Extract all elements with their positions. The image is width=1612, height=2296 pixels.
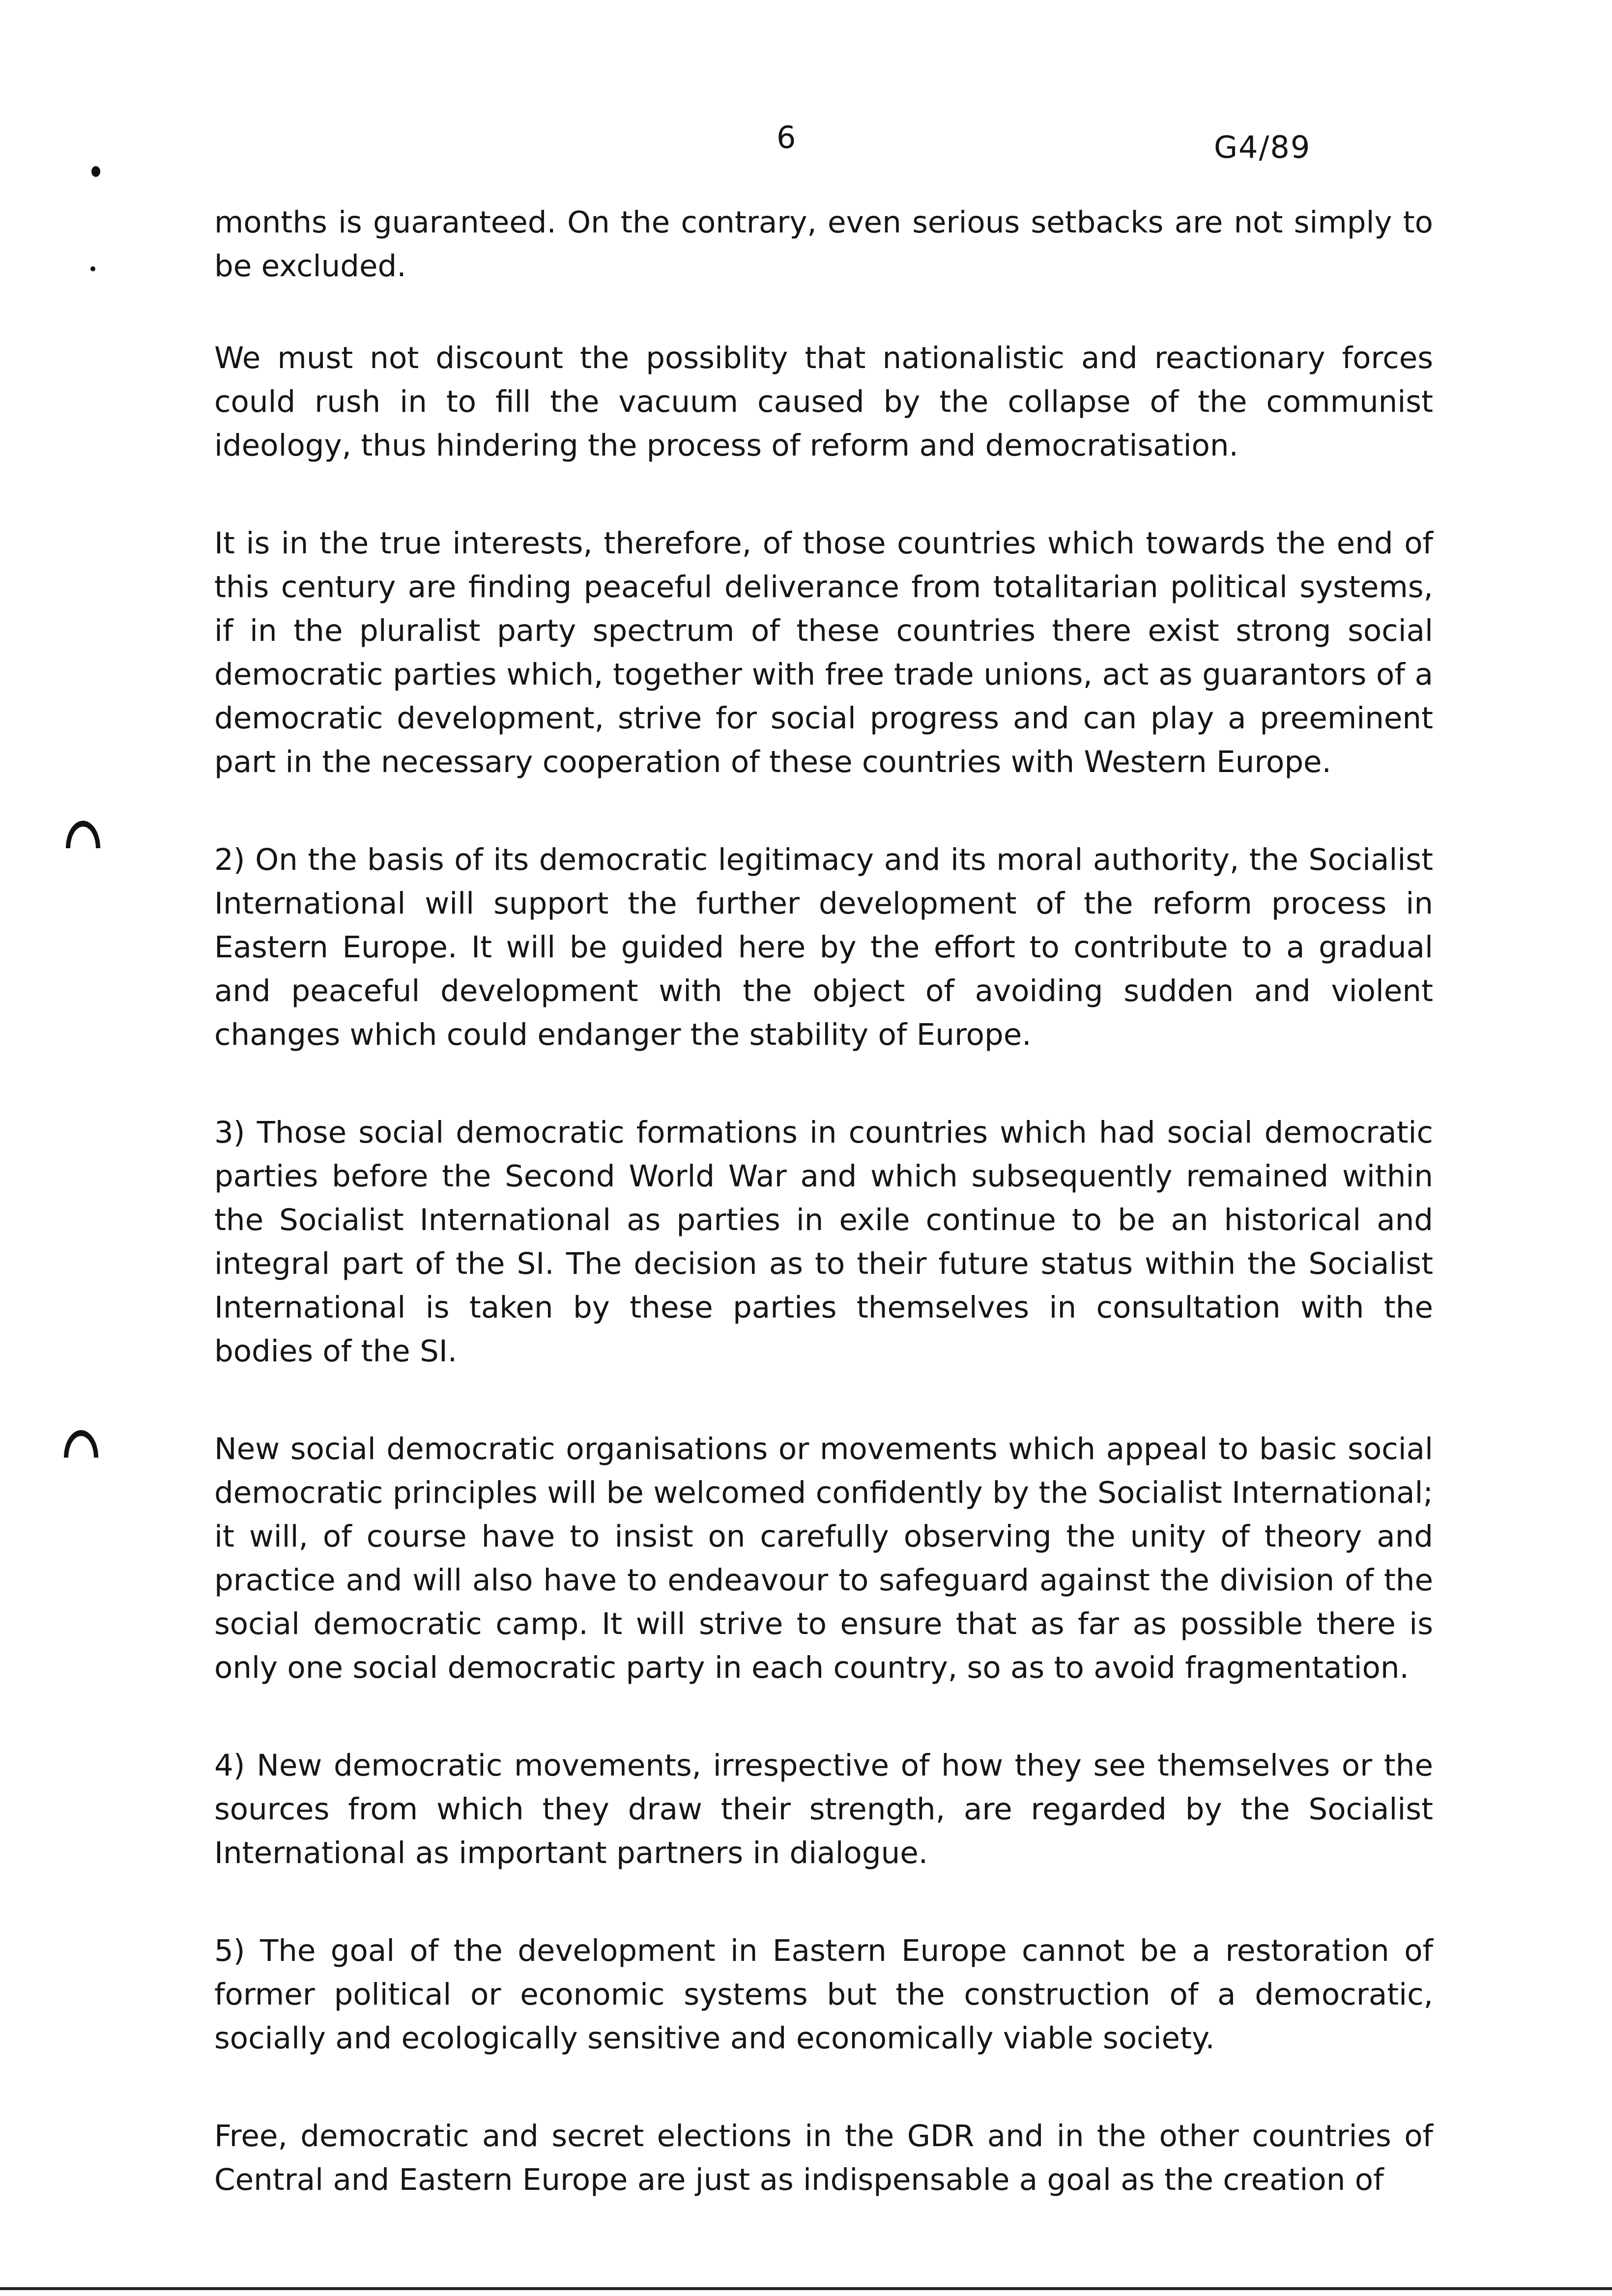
paragraph: months is guaranteed. On the contrary, even serious setbacks are not simply to be excluded. [214,205,1433,284]
margin-dot-mark [91,166,100,177]
paragraph: 5) The goal of the development in Eastern Europe cannot be a restoration of former political or economic systems but the construction of a democratic, socially and ecologically sensitive and economically viable society. [214,1933,1433,2056]
paragraph: 2) On the basis of its democratic legitimacy and its moral authority, the Socialist International will support the further development of the reform process in Eastern Europe. It will be guided here by the effort to contribute to a gradual and peaceful development with the object of avoiding sudden and violent changes which could endanger the stability of Europe. [214,842,1433,1052]
punch-hole-mark [66,821,100,848]
margin-dot-mark-small [90,266,95,271]
punch-hole-mark-lower [64,1430,98,1458]
page-number: 6 [777,119,796,155]
document-reference: G4/89 [1214,129,1311,165]
paragraph: New social democratic organisations or movements which appeal to basic social democratic principles will be welcomed confidently by the Socialist International; it will, of course have to insist on carefully observing the unity of theory and practice and will also have to endeavour to safeguard against the division of the social democratic camp. It will strive to ensure that as far as possible there is only one social democratic party in each country, so as to avoid fragmentation. [214,1432,1433,1685]
paragraph: Free, democratic and secret elections in the GDR and in the other countries of Central and Eastern Europe are just as indispensable a goal as the creation of [214,2119,1433,2197]
paragraph: We must not discount the possiblity that nationalistic and reactionary forces could rush in to fill the vacuum caused by the collapse of the communist ideology, thus hindering the process of reform and democratisation. [214,341,1433,463]
paragraph: It is in the true interests, therefore, of those countries which towards the end of this century are finding peaceful deliverance from totalitarian political systems, if in the pluralist party spectrum of these countries there exist strong social democratic parties which, together with free trade unions, act as guarantors of a democratic development, strive for social progress and can play a preeminent part in the necessary cooperation of these countries with Western Europe. [214,526,1433,779]
paragraph: 4) New democratic movements, irrespective of how they see themselves or the sources from which they draw their strength, are regarded by the Socialist International as important partners in dialogue. [214,1748,1433,1870]
bottom-edge-line [0,2287,1612,2290]
body-text [214,201,1433,2256]
paragraph: 3) Those social democratic formations in countries which had social democratic parties before the Second World War and which subsequently remained within the Socialist International as parties in exile continue to be an historical and integral part of the SI. The decision as to their future status within the Socialist International is taken by these parties themselves in consultation with the bodies of the SI. [214,1115,1433,1369]
